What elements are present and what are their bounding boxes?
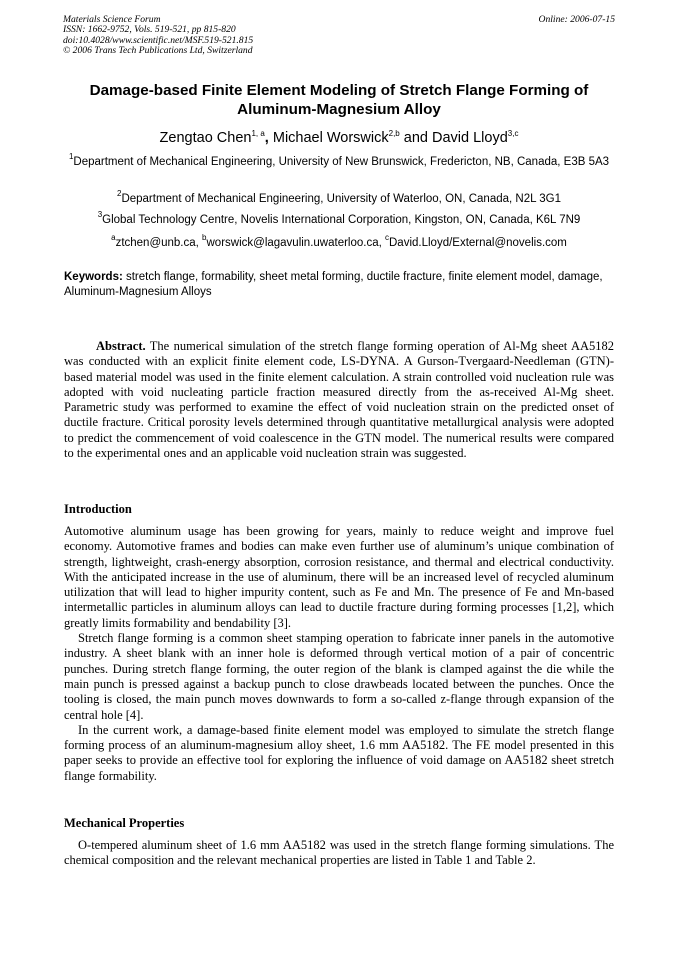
author-separator: , [264,130,273,146]
copyright-line: © 2006 Trans Tech Publications Ltd, Switzerland [63,45,253,57]
affiliation-mark: 1 [68,152,74,161]
keywords [64,270,614,301]
introduction-body [64,524,614,784]
doi-line[interactable]: doi:10.4028/www.scientific.net/MSF.519-521.815 [63,34,254,46]
abstract-text: The numerical simulation of the stretch flange forming operation of Al-Mg sheet AA5182 was conducted with an explicit finite element code, LS-DYNA. A Gurson-Tvergaard-Needleman (GTN)-based material model was used in the finite element calculation. A strain controlled void nucleation rule was adopted with void nucleating particle fraction measured directly from the as-received Al-Mg sheet. Parametric study was performed to examine the effect of void nucleation strain on the predicted onset of ductile fracture. Critical porosity levels determined through quantitative metallurgical analysis were adopted to predict the commencement of void coalescence in the GTN model. The numerical results were compared to the experimental ones and an applicable void nucleation strain was suggested. [64,339,614,461]
section-heading-introduction: Introduction [64,502,132,516]
paragraph: In the current work, a damage-based finite element model was employed to simulate the stretch flange forming process of an aluminum-magnesium alloy sheet, 1.6 mm AA5182. The FE model presented in this paper seeks to provide an effective tool for exploring the influence of void damage on AA5182 sheet stretch flange formability. [64,722,614,783]
affiliation-2 [60,189,618,207]
email-separator: , [378,237,385,249]
journal-name: Materials Science Forum [63,14,161,25]
email-mark: a [111,233,116,242]
email-link[interactable]: worswick@lagavulin.uwaterloo.ca [206,237,379,249]
paragraph: Stretch flange forming is a common sheet stamping operation to fabricate inner panels in the automotive industry. A sheet blank with an inner hole is deformed through vertical motion of a pair of concentric punches. During stretch flange forming, the outer region of the blank is clamped against the die while the main punch is pressed against a backup punch to close drawbeads located between the punches. Once the tooling is closed, the main punch moves downwards to form a so-called z-flange through expansion of the central hole [4]. [64,631,614,722]
author-affil-mark: 2,b [388,129,400,138]
author-separator: and [399,130,432,146]
email-separator: , [195,237,203,249]
email-link[interactable]: David.Lloyd/External@novelis.com [389,237,567,249]
author-affil-mark: 1, a [251,129,265,138]
paragraph: O-tempered aluminum sheet of 1.6 mm AA5182 was used in the stretch flange forming simulations. The chemical composition and the relevant mechanical properties are listed in Table 1 and Table 2. [64,838,614,868]
author-list [60,129,618,147]
affiliation-3 [60,210,618,228]
email-link[interactable]: ztchen@unb.ca [115,237,196,249]
affiliation-1 [60,152,618,170]
affiliation-text: Department of Mechanical Engineering, University of New Brunswick, Fredericton, NB, Canada, E3B 5A3 [73,156,610,168]
affiliation-text: Department of Mechanical Engineering, University of Waterloo, ON, Canada, N2L 3G1 [121,193,561,205]
keywords-label: Keywords: [64,271,123,283]
keywords-text: stretch flange, formability, sheet metal forming, ductile fracture, finite element model, damage, Aluminum-Magnesium Alloys [64,271,603,299]
affiliation-mark: 2 [116,189,122,198]
issn-line: ISSN: 1662-9752, Vols. 519-521, pp 815-820 [63,24,236,36]
email-mark: b [202,233,207,242]
affiliation-mark: 3 [97,210,103,219]
paragraph: Automotive aluminum usage has been growing for years, mainly to reduce weight and improve fuel economy. Automotive frames and bodies can make even further use of aluminum’s unique combination of strength, lightweight, crash-energy absorption, corrosion resistance, and thermal and electrical conductivity. With the anticipated increase in the use of aluminum, there will be an increased level of recycled aluminum utilization that will lead to higher impurity content, such as Fe and Mn. The presence of Fe and Mn-based intermetallic particles in aluminum alloys can lead to ductile fracture during forming processes [1,2], which greatly limits formability and bendability [3]. [64,524,614,630]
author-affil-mark: 3,c [507,129,519,138]
section-heading-mechanical-properties: Mechanical Properties [64,816,185,830]
abstract [64,339,614,461]
author-name: Zengtao Chen [159,130,252,146]
author-name: Michael Worswick [272,130,389,146]
online-date: Online: 2006-07-15 [538,14,615,25]
paper-title: Damage-based Finite Element Modeling of Stretch Flange Forming of Aluminum-Magnesium Alloy [89,82,589,118]
mechanical-properties-body [64,838,614,869]
affiliation-text: Global Technology Centre, Novelis International Corporation, Kingston, ON, Canada, K6L 7N9 [102,214,581,226]
email-mark: c [385,233,389,242]
abstract-label: Abstract. [96,339,146,353]
journal-header [63,15,253,57]
author-name: David Lloyd [432,130,508,146]
email-list [60,233,618,251]
